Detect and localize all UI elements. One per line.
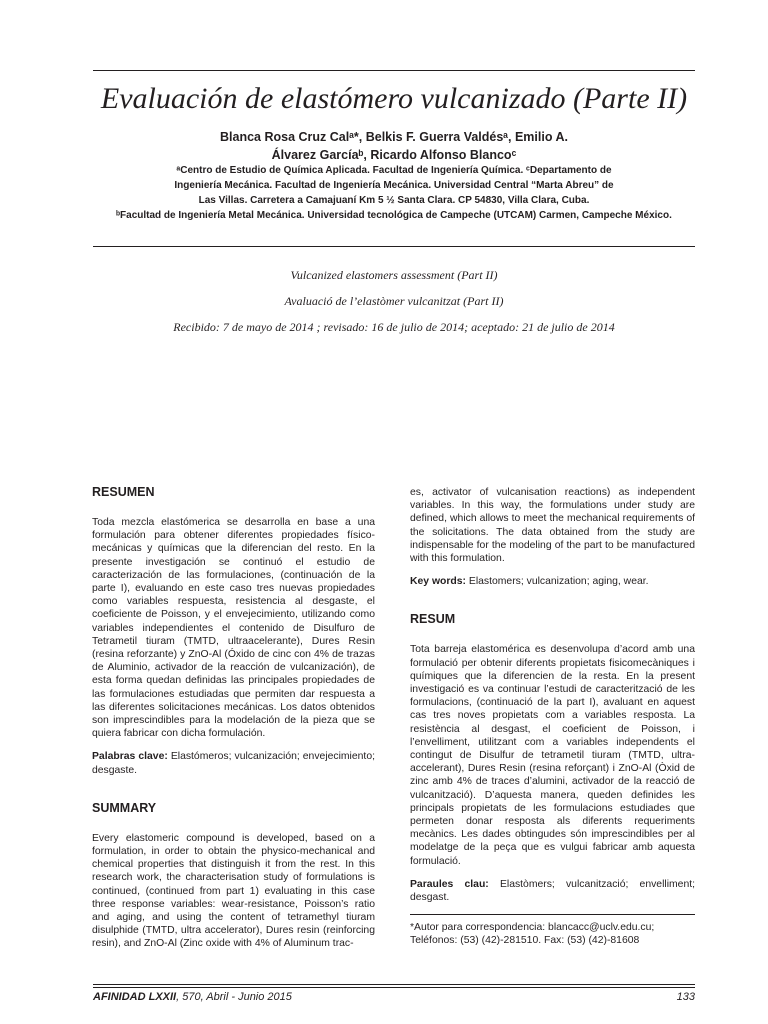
page-number: 133 [676,991,695,1003]
summary-body-left: Every elastomeric compound is developed, based on a formulation, in order to obtain the physico-mechanical and chemical properties that distinguish it from the rest. In this research work, the characterisation study of formulations is continued, (continued from part 1) evaluating in this case three response variables: wear-resistance, Poisson’s ratio and aging, and using the content of tetramethyl tiuram disulphide (TMTD, ultra accelerator), Dures resin (reinforcing resin), and ZnO-Al (Zinc oxide with 4% of Aluminum trac- [92,832,375,950]
paper-title: Evaluación de elastómero vulcanizado (Parte II) [100,82,688,115]
keywords-text: Elastómeros; vulcanización; envejecimiento; desgaste. [92,751,375,776]
journal-footer [93,991,292,1003]
affiliation-line-4: ᵇFacultad de Ingeniería Metal Mecánica. Universidad tecnológica de Campeche (UTCAM) Carmen, Campeche México. [116,210,672,221]
authors-line-2: Álvarez Garcíaᵇ, Ricardo Alfonso Blancoᶜ [271,148,517,162]
authors-line-1: Blanca Rosa Cruz Calᵃ*, Belkis F. Guerra Valdésᵃ, Emilio A. [220,130,568,144]
summary-keywords [410,575,695,588]
footnote: *Autor para correspondencia: blancacc@uclv.edu.cu; Teléfonos: (53) (42)-281510. Fax: (53) (42)-81608 [410,922,655,947]
subtitles [60,262,728,340]
resum-heading: RESUM [410,612,456,627]
authors [120,128,668,164]
keywords-label: Palabras clave: [92,751,168,763]
keywords-label: Key words: [410,576,467,588]
affiliation-line-1: ᵃCentro de Estudio de Química Aplicada. Facultad de Ingeniería Química. ᶜDepartamento de [176,165,612,176]
resumen-keywords [92,750,375,776]
english-title: Vulcanized elastomers assessment (Part II) [290,268,498,282]
keywords-text: Elastòmers; vulcanització; envelliment; desgast. [410,878,695,904]
resumen-body: Toda mezcla elastómerica se desarrolla en base a una formulación para obtener diferentes propiedades físico-mecánicas y químicas que la diferencian del resto. En la presente investigación se continuó el estudio de caracterización de las formulaciones, (continuación de la parte I), evaluando en este caso tres nuevas propiedades como variables respuesta, resistencia al desgaste, el coeficiente de Poisson, y el envejecimiento, utilizando como variables independientes el contenido de Disulfuro de Tetrametil tiuram (TMTD, ultraacelerante), Dures Resin (resina reforzante) y ZnO-Al (Óxido de cinc con 4% de trazas de Aluminio, activador de la reacción de vulcanización), de esta forma quedan definidas las principales propiedades de las formulaciones estudiadas que permiten dar respuesta a las diferentes solicitaciones mecánicas. Los datos obtenidos son imprescindibles para la modelación de la pieza que se quiera fabricar con dicha formulación. [92,517,375,740]
catalan-title: Avaluació de l’elastòmer vulcanitzat (Part II) [284,294,504,308]
footer-rule [93,984,695,985]
footer-rule-thin [93,987,695,988]
affiliation-line-3: Las Villas. Carretera a Camajuaní Km 5 ½ Santa Clara. CP 54830, Villa Clara, Cuba. [198,195,590,206]
left-column [92,485,375,951]
affiliation-line-2: Ingeniería Mecánica. Facultad de Ingeniería Mecánica. Universidad Central “Marta Abreu” de [174,180,614,191]
header-rule [93,246,695,247]
footnote-rule [410,914,695,915]
summary-heading: SUMMARY [92,800,157,815]
journal-name: AFINIDAD LXXII [93,991,177,1003]
resum-keywords [410,878,695,904]
top-rule [93,70,695,71]
summary-body-right: es, activator of vulcanisation reactions) as independent variables. In this way, the formulations under study are defined, which allows to meet the mechanical requirements of the solicitations. The data obtained from the study are indispensable for the modeling of the part to be manufactured with this formulation. [410,487,695,565]
keywords-label: Paraules clau: [410,878,489,890]
received-dates: Recibido: 7 de mayo de 2014 ; revisado: 16 de julio de 2014; aceptado: 21 de julio de 2014 [173,320,615,334]
resumen-heading: RESUMEN [92,485,155,499]
affiliations [90,163,698,223]
right-column [410,486,695,948]
keywords-text: Elastomers; vulcanization; aging, wear. [466,576,649,588]
journal-issue: , 570, Abril - Junio 2015 [176,991,292,1003]
resum-body: Tota barreja elastomérica es desenvolupa d’acord amb una formulació per obtenir diferents propietats fisicomecàniques i químiques que la diferencien de la resta. En la present investigació es va continuar l’estudi de caracterització de les formulacions, (continuació de la part I), avaluant en aquest cas tres noves propietats com a variables resposta. La resistència al desgast, el coeficient de Poisson, i l’envelliment, utilitzant com a variables independents el contingut de Disulfur de tetrametil tiuram (TMTD, ultra-accelerant), Dures Resin (resina reforçant) i ZnO-Al (Òxid de zinc amb 4% de traces d’alumini, activador de la reacció de vulcanització). D’aquesta manera, queden definides les principals propietats de les formulacions estudiades que permeten donar resposta als diferents requeriments mecànics. Les dades obtingudes són imprescindibles per al modelatge de la peça que es vulgui fabricar amb aquesta formulació. [410,644,695,867]
